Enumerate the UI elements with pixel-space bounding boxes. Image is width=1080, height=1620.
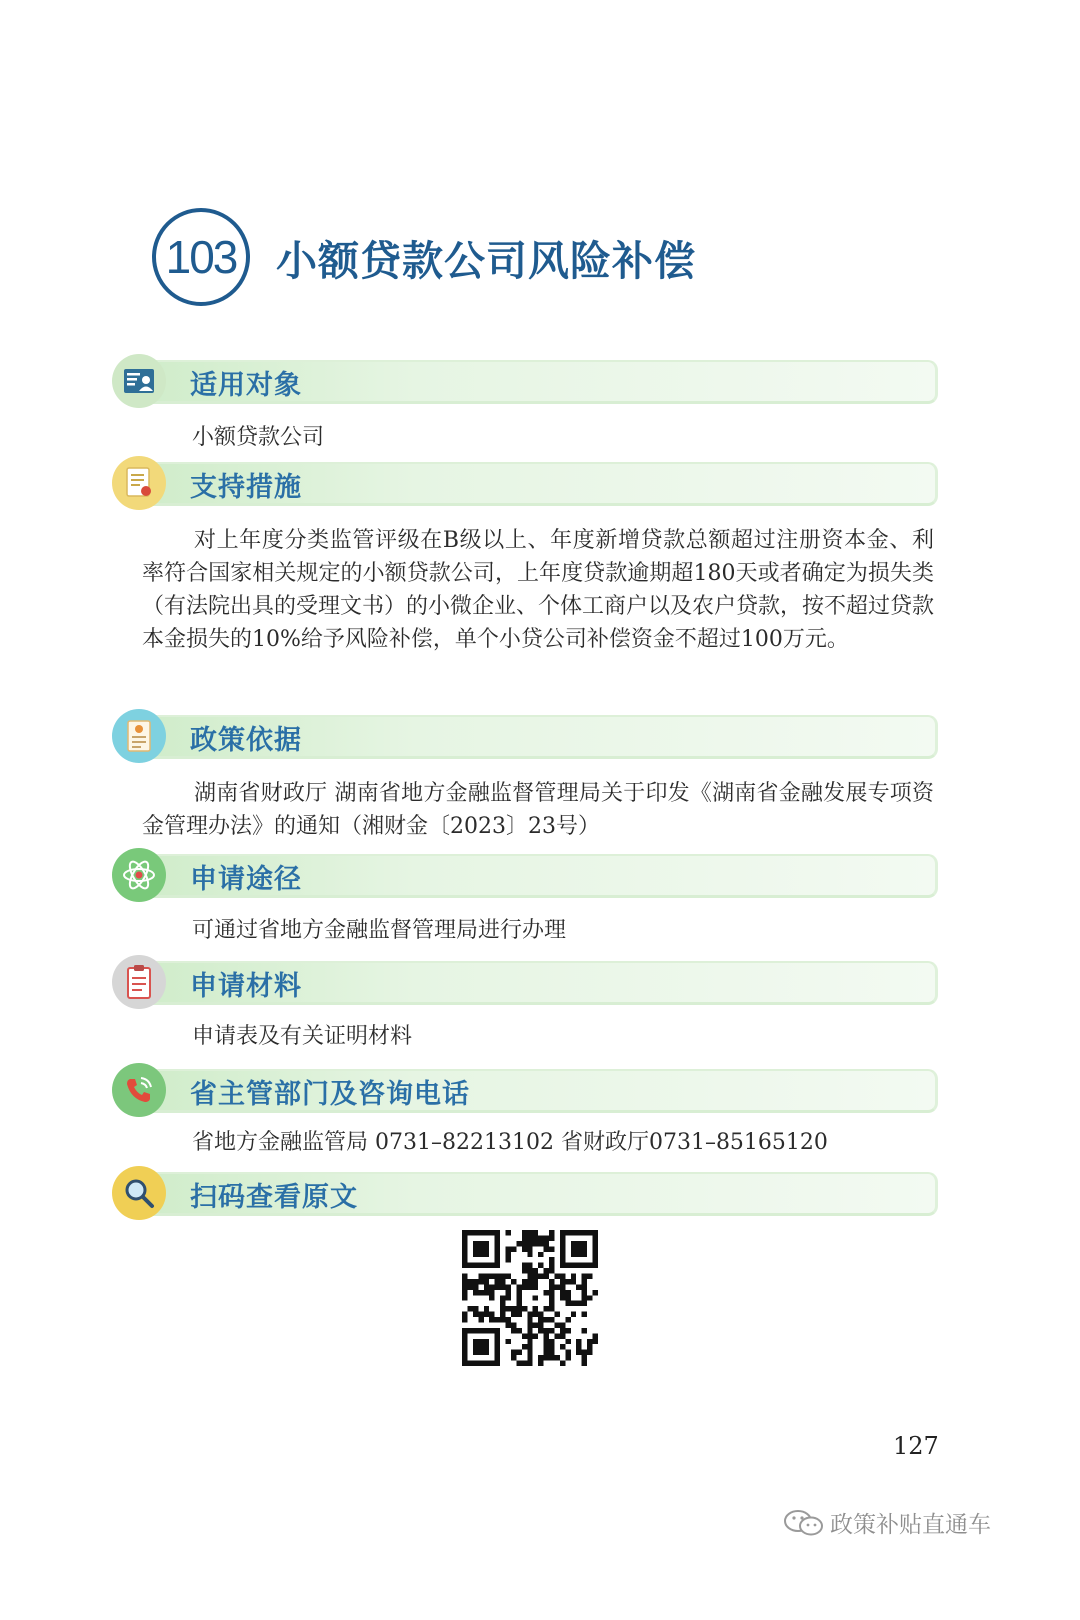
basis-paragraph [142, 777, 934, 843]
clipboard-icon [112, 955, 166, 1009]
page-title: 小额贷款公司风险补偿 [276, 236, 696, 285]
qr-code[interactable] [462, 1230, 598, 1366]
channel-text: 可通过省地方金融监督管理局进行办理 [192, 918, 567, 943]
measures-text: 对上年度分类监管评级在B级以上、年度新增贷款总额超过注册资本金、利率符合国家相关规定的小额贷款公司，上年度贷款逾期超180天或者确定为损失类（有法院出具的受理文书）的小微企业、个体工商户以及农户贷款，按不超过贷款本金损失的10%给予风险补偿，单个小贷公司补偿资金不超过100万元。 [142, 528, 935, 652]
section-contact [112, 1065, 942, 1121]
section-label: 申请途径 [190, 864, 302, 895]
id-card-icon [112, 354, 166, 408]
watermark [782, 1506, 991, 1539]
phone-icon [112, 1063, 166, 1117]
magnifier-icon [112, 1166, 166, 1220]
section-measures [112, 458, 942, 514]
applicable-text: 小额贷款公司 [192, 425, 325, 450]
section-label: 申请材料 [190, 971, 302, 1002]
page-header [152, 205, 696, 309]
section-scan [112, 1168, 942, 1224]
wechat-icon [782, 1508, 826, 1538]
watermark-text: 政策补贴直通车 [830, 1512, 991, 1538]
section-label: 扫码查看原文 [190, 1182, 358, 1213]
section-basis [112, 711, 942, 767]
materials-text: 申请表及有关证明材料 [192, 1024, 413, 1049]
measures-paragraph [142, 524, 934, 656]
page-number: 127 [893, 1432, 939, 1460]
section-label: 支持措施 [190, 472, 302, 503]
section-label: 政策依据 [190, 725, 302, 756]
atom-icon [112, 848, 166, 902]
policy-number-badge: 103 [152, 208, 250, 306]
section-label: 省主管部门及咨询电话 [190, 1079, 470, 1110]
section-materials [112, 957, 942, 1013]
document-icon [112, 709, 166, 763]
section-applicable [112, 356, 942, 412]
basis-text: 湖南省财政厅 湖南省地方金融监督管理局关于印发《湖南省金融发展专项资金管理办法》的通知（湘财金〔2023〕23号） [142, 781, 934, 839]
section-label: 适用对象 [190, 370, 302, 401]
contact-text: 省地方金融监管局 0731–82213102 省财政厅0731–85165120 [192, 1130, 828, 1155]
certificate-icon [112, 456, 166, 510]
section-channel [112, 850, 942, 906]
